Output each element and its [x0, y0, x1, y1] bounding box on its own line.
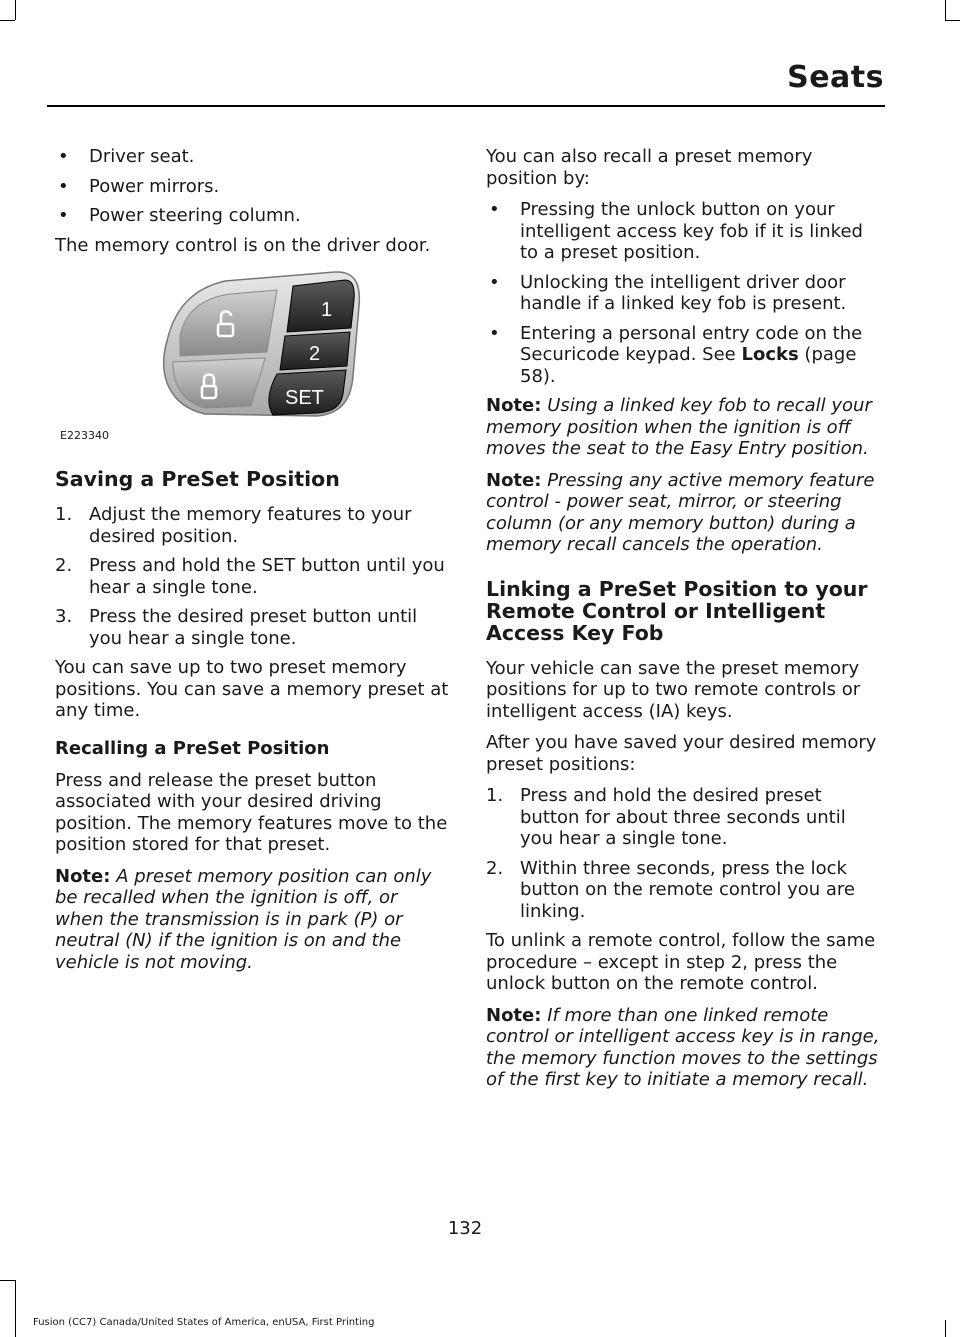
page-title: Seats: [787, 60, 884, 95]
header-divider: [47, 105, 885, 107]
page-number: 132: [447, 1218, 483, 1239]
crop-mark: [0, 20, 15, 21]
list-item: • Unlocking the intelligent driver door handle if a linked key fob is present.: [489, 271, 847, 314]
list-item: • Power steering column.: [58, 205, 301, 226]
paragraph: After you have saved your desired memory preset positions:: [486, 732, 877, 775]
list-item: 1. Press and hold the desired preset button for about three seconds until you hear a single tone.: [486, 785, 846, 849]
section-heading: Saving a PreSet Position: [55, 467, 340, 491]
list-item: • Power mirrors.: [58, 175, 220, 197]
set-label: SET: [285, 387, 324, 409]
crop-mark: [945, 1320, 946, 1337]
preset-1-label: 1: [321, 299, 333, 321]
list-item: 2. Within three seconds, press the lock button on the remote control you are linking.: [486, 857, 855, 922]
list-item: • Driver seat.: [58, 146, 195, 167]
paragraph: Press and release the preset button associated with your desired driving position. The memory features move to the position stored for that preset.: [55, 769, 448, 855]
list-item: 1. Adjust the memory features to your desired position.: [55, 504, 412, 547]
footer-text: Fusion (CC7) Canada/United States of America, enUSA, First Printing: [33, 1317, 375, 1328]
memory-control-figure: [55, 266, 450, 446]
list-item: 3. Press the desired preset button until you hear a single tone.: [55, 606, 418, 649]
note: Note: Pressing any active memory feature control - power seat, mirror, or steering column (or any memory button) during a memory recall cancels the operation.: [486, 469, 875, 555]
subsection-heading: Recalling a PreSet Position: [55, 737, 330, 759]
crop-mark: [0, 1280, 15, 1281]
paragraph: You can also recall a preset memory position by:: [486, 146, 813, 189]
figure-code: E223340: [60, 428, 109, 442]
intro-paragraph: The memory control is on the driver door.: [55, 234, 431, 256]
crop-mark: [945, 20, 960, 21]
crop-mark: [15, 0, 16, 20]
list-item: • Entering a personal entry code on the Securicode keypad. See Locks (page 58).: [489, 322, 863, 387]
locks-link[interactable]: Locks: [741, 344, 799, 365]
paragraph: You can save up to two preset memory positions. You can save a memory preset at any time.: [55, 657, 449, 721]
crop-mark: [945, 0, 946, 20]
note: Note: Using a linked key fob to recall your memory position when the ignition is off moves the seat to the Easy Entry position.: [486, 395, 872, 459]
note: Note: A preset memory position can only be recalled when the ignition is off, or when the transmission is in park (P) or neutral (N) if the ignition is on and the vehicle is not moving.: [55, 865, 432, 973]
section-heading: Linking a PreSet Position to your Remote Control or Intelligent Access Key Fob: [486, 576, 868, 645]
memory-buttons-illustration: [55, 266, 450, 446]
list-item: • Pressing the unlock button on your intelligent access key fob if it is linked to a preset position.: [489, 199, 863, 263]
note: Note: If more than one linked remote control or intelligent access key is in range, the memory function moves to the settings of the first key to initiate a memory recall.: [486, 1004, 880, 1090]
paragraph: To unlink a remote control, follow the same procedure – except in step 2, press the unlock button on the remote control.: [486, 930, 876, 994]
paragraph: Your vehicle can save the preset memory positions for up to two remote controls or intelligent access (IA) keys.: [486, 657, 861, 722]
list-item: 2. Press and hold the SET button until you hear a single tone.: [55, 555, 445, 598]
left-column: [55, 146, 450, 983]
right-column: [486, 146, 882, 1101]
crop-mark: [15, 1280, 16, 1337]
preset-2-label: 2: [309, 343, 321, 365]
